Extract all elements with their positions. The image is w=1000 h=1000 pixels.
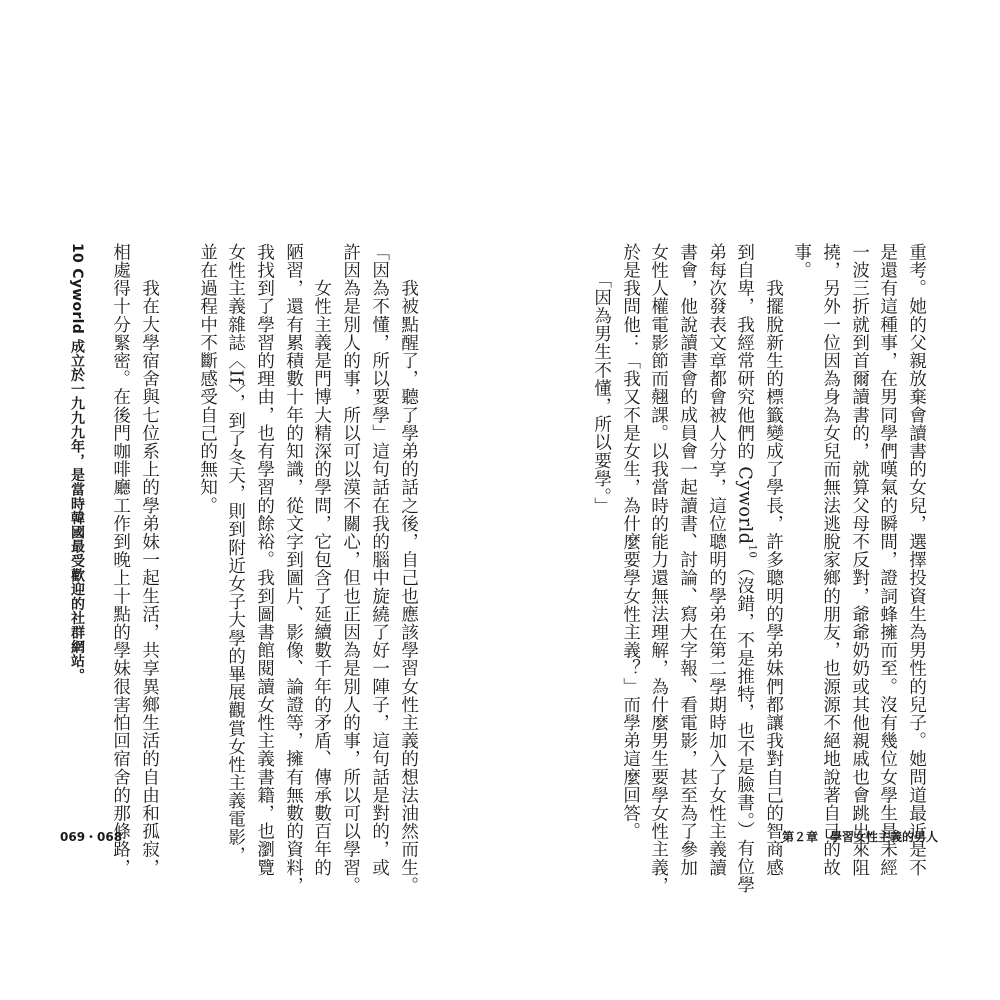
right-text-col-9: 書會，他說讀書會的成員會一起讀書、討論、寫大字報、看電影，甚至為了參加 xyxy=(677,243,698,877)
left-text-col-4: 女性主義是門博大精深的學問，它包含了延續數千年的矛盾、傳承數百年的 xyxy=(311,243,332,877)
left-text-col-3: 許因為是別人的事，所以可以漠不關心，但也正因為是別人的事，所以可以學習。 xyxy=(340,243,361,895)
footnote: 10 Cyworld 成立於一九九九年，是當時韓國最受歡迎的社群網站。 xyxy=(69,243,85,683)
left-text-col-7: 女性主義雜誌〈If〉，到了冬天，則到附近女子大學的畢展觀賞女性主義電影， xyxy=(225,243,246,865)
left-text-col-11: 相處得十分緊密。在後門咖啡廳工作到晚上十點的學妹很害怕回宿舍的那條路， xyxy=(110,243,131,877)
right-text-col-1: 重考。她的父親放棄會讀書的女兒，選擇投資生為男性的兒子。她問道最近是不 xyxy=(906,243,927,877)
right-text-col-4: 撓，另外一位因為身為女兒而無法逃脫家鄉的朋友，也源源不絕地說著自己的故 xyxy=(820,243,841,877)
left-text-col-6: 我找到了學習的理由，也有學習的餘裕。我到圖書館閱讀女性主義書籍，也瀏覽 xyxy=(254,243,275,877)
right-text-col-10: 女性人權電影節而翹課。以我當時的能力還無法理解，為什麼男生要學女性主義， xyxy=(648,243,669,895)
right-text-col-7 xyxy=(730,243,765,894)
left-text-col-1: 我被點醒了，聽了學弟的話之後，自己也應該學習女性主義的想法油然而生。 xyxy=(398,243,419,895)
footnote-ref: 10 xyxy=(746,544,758,559)
right-text-col-7-tail: （沒錯，不是推特，也不是臉書。）有位學 xyxy=(734,558,755,894)
left-text-col-2: 「因為不懂，所以要學」這句話在我的腦中旋繞了好一陣子，這句話是對的，或 xyxy=(369,243,390,877)
left-text-col-10: 我在大學宿舍與七位系上的學弟妹一起生活，共享異鄉生活的自由和孤寂， xyxy=(139,243,160,877)
right-text-col-12: 「因為男生不懂，所以要學。」 xyxy=(591,243,612,516)
left-text-col-8: 並在過程中不斷感受自己的無知。 xyxy=(197,243,218,515)
right-text-col-8: 弟每次發表文章都會被人分享，這位聰明的學弟在第二學期時加入了女性主義讀 xyxy=(706,243,727,877)
right-text-col-6: 我擺脫新生的標籤變成了學長，許多聰明的學弟妹們都讓我對自己的智商感 xyxy=(763,243,784,877)
page-numbers: 069・068 xyxy=(60,830,123,844)
right-text-col-7-head: 到自卑，我經常研究他們的 Cyworld xyxy=(734,243,755,545)
right-text-col-5: 事。 xyxy=(791,243,812,280)
right-text-col-11: 於是我問他：「我又不是女生，為什麼要學女性主義？」而學弟這麼回答。 xyxy=(620,243,641,841)
right-text-col-3: 一波三折就到首爾讀書的，就算父母不反對，爺爺奶奶或其他親戚也會跳出來阻 xyxy=(849,243,870,877)
left-text-col-5: 陋習，還有累積數十年的知識，從文字到圖片、影像、論證等，擁有無數的資料， xyxy=(283,243,304,895)
right-text-col-2: 是還有這種事，在男同學們嘆氣的瞬間，證詞蜂擁而至。沒有幾位女學生是未經 xyxy=(877,243,898,877)
running-head: 第２章 學習女性主義的男人 xyxy=(782,830,939,844)
